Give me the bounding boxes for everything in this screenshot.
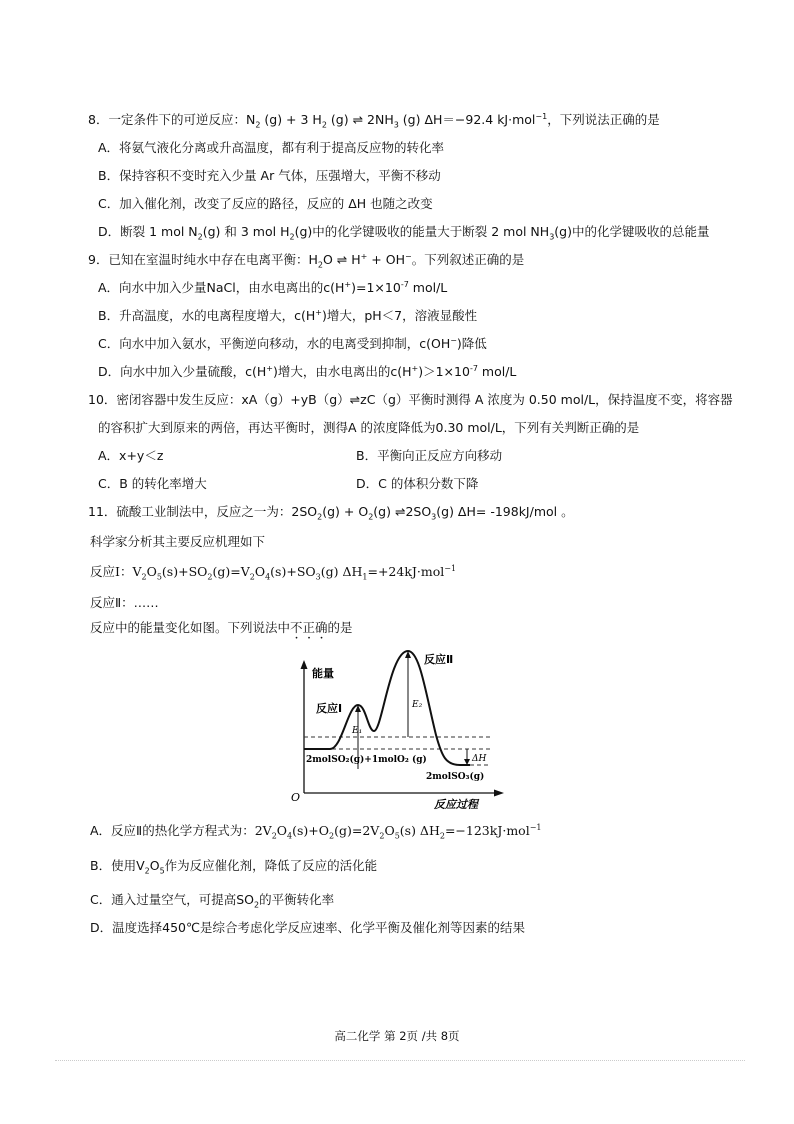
q9-option-c: C．向水中加入氨水，平衡逆向移动，水的电离受到抑制，c(OH−)降低 [98, 335, 487, 351]
q11-reaction-1: 反应Ⅰ：$V_2O_5(s)+SO_2(g)=V_2O_4(s)+SO_3(g)$ $\Delta H_1=+24kJ\cdot mol^{-1}$ [90, 563, 457, 582]
q8-stem: 8．一定条件下的可逆反应：$N_2$ (g) + 3 $H_2$ (g) ⇌ $2NH_3$ (g) ΔH＝−92.4 kJ·mol$^{-1}$，下列说法正确的是 [88, 111, 660, 130]
q9-stem: 9．已知在室温时纯水中存在电离平衡：$H_2O$ ⇌ H+ + OH−。下列叙述正确的是 [88, 251, 525, 270]
origin-label: O [291, 791, 301, 804]
x-axis-label: 反应过程 [434, 798, 478, 811]
equilibrium-arrow-icon: ⇌ [394, 504, 406, 519]
equilibrium-arrow-icon: ⇌ [352, 112, 364, 127]
q10-stem-line1: 10．密闭容器中发生反应：xA（g）+yB（g）⇌zC（g）平衡时测得 A 浓度为 0.50 mol/L，保持温度不变，将容器 [88, 392, 733, 407]
q11-reaction-2: 反应Ⅱ：…… [90, 595, 159, 610]
q11-option-a: A．反应Ⅱ的热化学方程式为：$2V_2O_4(s)+O_2(g)=2V_2O_5(s)$ $\Delta H_2=-123kJ\cdot mol^{-1}$ [90, 822, 542, 841]
footer-divider [55, 1060, 745, 1061]
y-axis-label: 能量 [312, 667, 334, 680]
e2-label: E₂ [412, 700, 423, 710]
q9-option-a: A．向水中加入少量NaCl，由水电离出的$c(H^+)=1\times 10^{-7}$ mol/L [98, 279, 448, 295]
product-label: 2molSO₃(g) [426, 772, 485, 782]
q10-option-a: A．x+y＜z [98, 448, 164, 463]
page-footer: 高二化学 第 2页 /共 8页 [334, 1029, 460, 1043]
q10-stem-line2: 的容积扩大到原来的两倍，再达平衡时，测得A 的浓度降低为0.30 mol/L，下列有关判断正确的是 [98, 420, 640, 435]
q8-option-d: D．断裂 1 mol $N_2(g)$ 和 3 mol $H_2(g)$中的化学键吸收的能量大于断裂 2 mol $NH_3(g)$中的化学键吸收的总能量 [98, 224, 710, 242]
q10-option-d: D．C 的体积分数下降 [356, 476, 479, 491]
q8-option-a: A．将氨气液化分离或升高温度，都有利于提高反应物的转化率 [98, 140, 445, 155]
peak1-label: 反应Ⅰ [316, 702, 343, 715]
q8-option-c: C．加入催化剂，改变了反应的路径，反应的 ΔH 也随之改变 [98, 196, 433, 211]
q11-option-c: C．通入过量空气，可提高$SO_2$的平衡转化率 [90, 892, 335, 910]
q10-option-c: C．B 的转化率增大 [98, 476, 207, 491]
q11-stem: 11．硫酸工业制法中，反应之一为：$2SO_2(g) + O_2(g)$ $\rightleftharpoons 2SO_3(g)$ ΔH= -198kJ/mol 。 [88, 504, 574, 522]
q10-option-b: B．平衡向正反应方向移动 [356, 448, 503, 463]
energy-diagram [286, 645, 522, 813]
q11-option-b: B．使用$V_2O_5$作为反应催化剂，降低了反应的活化能 [90, 858, 378, 876]
dh-label: ΔH [472, 754, 487, 764]
reactant-label: 2molSO₂(g)+1molO₂ (g) [306, 755, 427, 765]
peak2-label: 反应Ⅱ [424, 653, 454, 666]
q9-option-d: D．向水中加入少量硫酸，c(H+)增大，由水电离出的$c(H^+)>1\times 10^{-7}$ mol/L [98, 363, 517, 379]
y-axis-arrow-icon [301, 660, 308, 669]
q11-prompt: 反应中的能量变化如图。下列说法中不正确的是 [90, 620, 353, 635]
q8-option-b: B．保持容积不变时充入少量 Ar 气体，压强增大，平衡不移动 [98, 168, 441, 183]
equilibrium-arrow-icon: ⇌ [336, 252, 348, 267]
x-axis-arrow-icon [494, 790, 504, 797]
equilibrium-arrow-icon: ⇌ [349, 392, 361, 407]
q11-mechanism-intro: 科学家分析其主要反应机理如下 [90, 534, 266, 549]
q11-option-d: D．温度选择450℃是综合考虑化学反应速率、化学平衡及催化剂等因素的结果 [90, 920, 526, 935]
q9-option-b: B．升高温度，水的电离程度增大，c(H+)增大，pH＜7，溶液显酸性 [98, 307, 478, 323]
e1-label: E₁ [352, 726, 363, 736]
